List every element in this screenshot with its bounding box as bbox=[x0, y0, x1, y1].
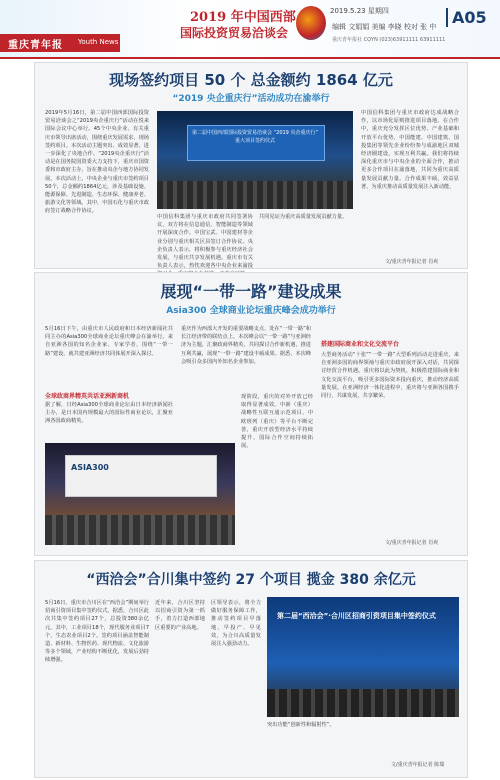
page-number: A05 bbox=[446, 8, 487, 27]
story-3-column-4: 突出功能“创新性和辐射性”。 bbox=[267, 722, 335, 728]
story-2-column-2: 重庆作为西部大开发的重要战略支点，处在“一带一路”和长江经济带的联结点上。本次峰会以“一带一路”与亚洲经济为主题，汇聚政商界精英，共同探讨合作新机遇，推进互利共赢，展现“一带一路”建设丰硕成果。据悉，本次峰会吸引众多国内外知名企业参加。 bbox=[181, 326, 311, 365]
story-2-column-3: 大型商务活动“十张”“一带一路”大型系列活动走进重庆，来自亚洲多国的商界领袖与重庆市政府展开深入对话，共同探讨经贸合作机遇。重庆将以此为契机，积极搭建国际商业和文化交流平台，吸引更多国际资本投向重庆，推动经济高质量发展。在亚洲经济一体化进程中，重庆将与亚洲各国携手同行，共谋发展，共享繁荣。 bbox=[321, 352, 459, 400]
event-logo-icon bbox=[296, 6, 326, 40]
story-1-headline: 现场签约项目 50 个 总金额约 1864 亿元 bbox=[109, 71, 393, 89]
story-1-photo-caption: 第二届中国西部国际投资贸易洽谈会 “2019 央企重庆行” 重大项目签约仪式 bbox=[191, 130, 319, 144]
story-2-panel bbox=[34, 272, 468, 556]
forum-screen bbox=[65, 455, 217, 497]
story-1-column-2: 中国信科集团与重庆市政府共同签署协议，双方将在信息通信、智能制造等领域开展深度合作。中国宝武、中国建材等企业分别与重庆相关区县签订合作协议。央企负责人表示，将积极参与重庆经济社会发展，与重庆共享发展机遇。重庆市有关负责人表示，热忱欢迎各中央企业来渝投 bbox=[157, 214, 253, 270]
story-2-section-title-1: 全球政商界精英共话亚洲新商机 bbox=[45, 393, 130, 400]
story-1-panel bbox=[34, 62, 468, 269]
story-2-byline: 文/重庆青年报记者 肖爽 bbox=[385, 540, 439, 546]
audience bbox=[157, 181, 353, 209]
story-2-column-1: 5月16日下午，由重庆市人民政府和日本经济新闻社共同主办的Asia300全球商业论坛重庆峰会在渝举行。来自亚洲各国的知名企业家、专家学者，围绕“一带一路”建设，就共建亚洲经济共同体展开深入探讨。 bbox=[45, 326, 173, 357]
issue-date: 2019.5.23 星期四 bbox=[330, 7, 389, 15]
story-3-panel bbox=[34, 560, 468, 778]
story-2-photo bbox=[45, 443, 235, 545]
story-1-byline: 文/重庆青年报记者 肖爽 bbox=[385, 259, 439, 265]
masthead-brand: 重庆青年报 bbox=[8, 40, 63, 51]
signing-table bbox=[267, 689, 459, 717]
story-2-photo-caption: ASIA300 bbox=[71, 463, 109, 472]
story-2-subhead: Asia300 全球商业论坛重庆峰会成功举行 bbox=[166, 306, 336, 316]
header-divider bbox=[0, 57, 500, 59]
story-1-photo bbox=[157, 111, 353, 209]
story-1-column-2b: 共同见证为重庆高质量发展贡献力量。 bbox=[259, 214, 348, 220]
story-1-column-3: 中国信科集团与重庆市政府达成战略合作，以市场化原则推进项目落地。在合作中，重庆充分发挥区位优势、产业基础和开放平台优势，中国能建、中国建筑、国投集团等领先企业纷纷参与成渝地区双城经济圈建设，实现互利共赢。我们将持续深化重庆市与中央企业的全面合作，推动更多合作项目在渝落地，共同为重庆高质量发展贡献力量。合作成果丰硕，效益显著，为重庆推动高质量发展注入新动能。 bbox=[361, 110, 459, 190]
story-3-column-3: 区领导表示，将全力做好服务保障工作，推动签约项目早落地、早投产、早见效，为合川高质量发展注入强劲动力。 bbox=[211, 600, 261, 648]
story-3-photo bbox=[267, 597, 459, 717]
masthead-brand-en: Youth News bbox=[78, 38, 119, 46]
audience bbox=[45, 515, 235, 545]
story-2-column-1b: 据了解，日经Asia300全球商业论坛由日本经济新闻社主办，是日本国内规模最大的国际性商业论坛，汇聚亚洲各国政商精英。 bbox=[45, 402, 173, 425]
editor-credits: 编辑 文娟娟 美编 李晓 校对 张 中 bbox=[332, 23, 437, 31]
story-2-column-2b: 现阶段，重庆的对外开放已经取得显著成效。中新（重庆）战略性互联互通示范项目、中欧班列（重庆）等平台不断完善，重庆开放型经济水平持续提升，国际合作空间持续拓展。 bbox=[241, 394, 313, 450]
story-3-photo-caption: 第二届“西洽会”·合川区招商引资项目集中签约仪式 bbox=[277, 612, 436, 620]
story-1-subhead: “2019 央企重庆行”活动成功在渝举行 bbox=[172, 94, 330, 104]
event-title-line1: 2019 年中国西部 bbox=[190, 10, 296, 25]
event-title-line2: 国际投资贸易洽谈会 bbox=[180, 26, 289, 40]
story-3-byline: 文/重庆青年报记者 陈瑞 bbox=[391, 762, 445, 768]
story-2-section-title-2: 搭建国际商业和文化交流平台 bbox=[321, 341, 400, 348]
story-3-column-1: 5月16日，重庆市合川区在“西洽会”期间举行招商引资项目集中签约仪式。据悉，合川区此次共集中签约项目27个，总投资380余亿元。其中，工业项目18个，现代服务业项目7个，生态农业项目2个。签约项目涵盖智能制造、新材料、生物医药、现代物流、文化旅游等多个领域，产业结构不断优化，发展后劲持续增强。 bbox=[45, 600, 149, 664]
story-3-column-2: 近年来，合川区坚持以招商引资为第一抓手，着力打造西部地区重要的产业高地。 bbox=[155, 600, 205, 631]
story-2-headline: 展现“一带一路”建设成果 bbox=[160, 282, 342, 301]
header-meta: 重庆青年报社 CQYN (023)63911111 63911111 bbox=[332, 37, 446, 43]
story-3-headline: “西洽会”合川集中签约 27 个项目 揽金 380 余亿元 bbox=[86, 572, 416, 588]
page-header bbox=[0, 0, 500, 58]
story-1-column-1: 2019年5月16日，第二届中国西部国际投资贸易洽谈会之“2019央企重庆行”活动在悦来国际会议中心举行。45个中央企业、有关重庆市领导出席活动，围绕重庆发展需求，现场签约项目。本次活动主题突出、成效显著，进一步深化了央地合作。“2019央企重庆行”活动是在国务院国资委大力支持下，重庆市国资委和市政府主办，旨在推动央企与地方协同发展。本次活动上，中央企业与重庆市签约项目50个，总金额约1864亿元，涉及基础设施、能源保障、先进制造、生态环保、健康养老、旅游文化等领域。其中，中国石化与重庆市政府签订战略合作协议。 bbox=[45, 110, 149, 215]
